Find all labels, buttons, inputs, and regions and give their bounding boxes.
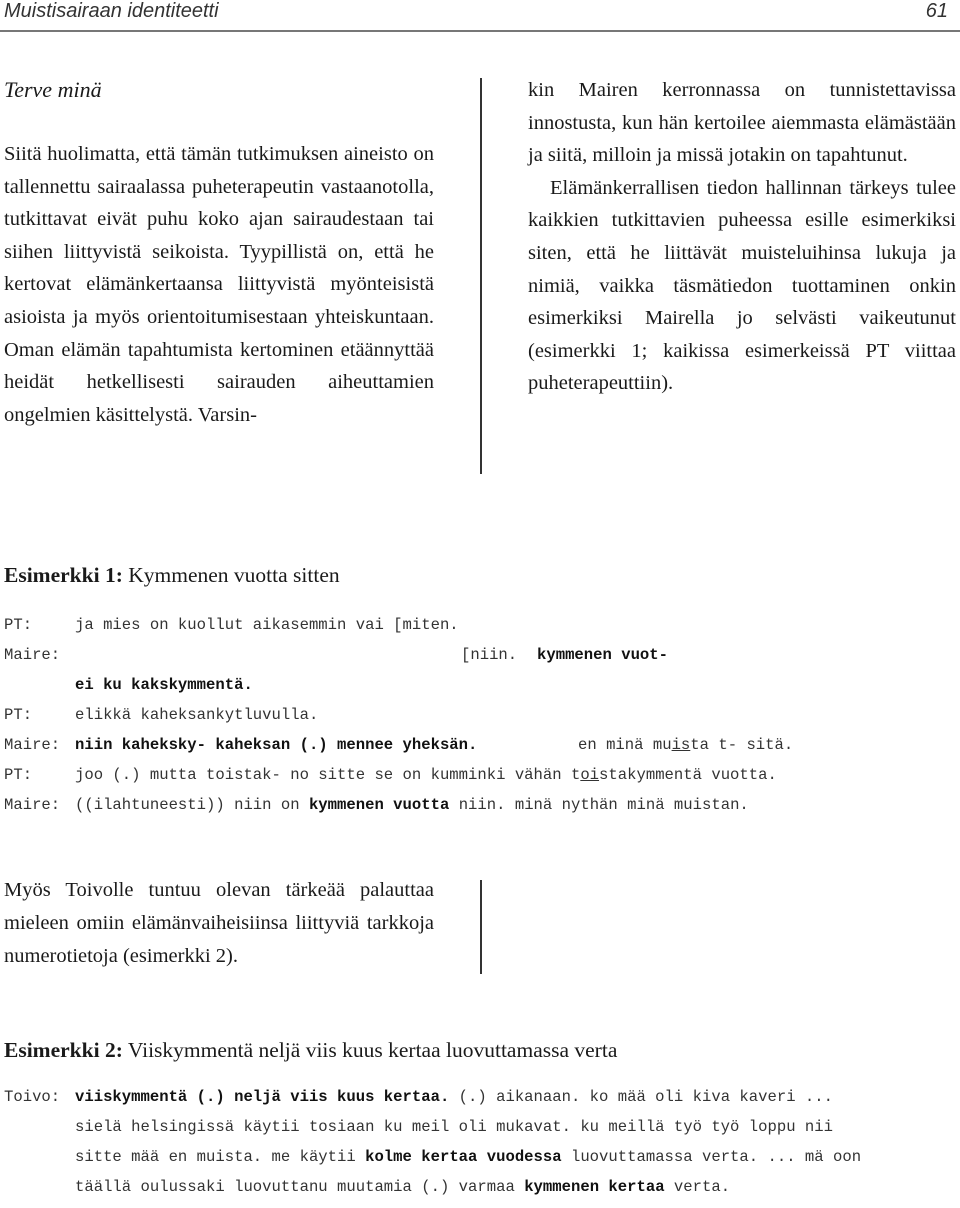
utterance-part: ta t- sitä. xyxy=(690,736,794,754)
utterance-part: ((ilahtuneesti)) niin on xyxy=(75,796,300,814)
utterance-part: joo (.) mutta toistak- no sitte se on kumminki vähän t xyxy=(75,766,581,784)
transcript-line xyxy=(4,1148,956,1178)
quote-divider xyxy=(480,880,482,974)
speaker-label: PT: xyxy=(4,766,33,784)
utterance-part: verta. xyxy=(673,1178,731,1196)
example-2-title: Viiskymmentä neljä viis kuus kertaa luovuttamassa verta xyxy=(127,1038,618,1062)
speaker-label: Maire: xyxy=(4,736,61,754)
transcript-line xyxy=(4,616,956,646)
example-2-transcript xyxy=(4,1088,956,1208)
transcript-line xyxy=(4,1178,956,1208)
example-2-heading xyxy=(4,1038,617,1063)
utterance: [niin. xyxy=(461,646,518,664)
speaker-label: PT: xyxy=(4,706,33,724)
quote-block xyxy=(4,874,434,973)
example-1-transcript xyxy=(4,616,956,826)
speaker-label: PT: xyxy=(4,616,33,634)
utterance-part: stakymmentä vuotta. xyxy=(599,766,777,784)
utterance-part: (.) aikanaan. ko mää oli kiva kaveri ... xyxy=(458,1088,833,1106)
speaker-label: Maire: xyxy=(4,796,61,814)
utterance-part: luovuttamassa verta. ... mä oon xyxy=(570,1148,862,1166)
left-paragraph: Siitä huolimatta, että tämän tutkimuksen aineisto on tallennettu sairaalassa puheterapeutin vastaanotolla, tutkittavat eivät puhu koko ajan sairaudestaan tai siihen liittyvistä seikoista. Tyypillistä on, että he kertovat elämänkertaansa liittyvistä myönteisistä asioista ja myös orientoitumisestaan yhteiskuntaan. Oman elämän tapahtumista kertominen etäännyttää heidät hetkellisesti sairauden aiheuttamien ongelmien käsittelystä. Varsin- xyxy=(4,143,434,426)
transcript-line xyxy=(4,736,956,766)
transcript-line xyxy=(4,1088,956,1118)
transcript-line xyxy=(4,646,956,676)
example-2-label: Esimerkki 2: xyxy=(4,1038,123,1062)
utterance-underlined: is xyxy=(671,736,691,754)
transcript-line xyxy=(4,1118,956,1148)
transcript-line xyxy=(4,676,956,706)
right-column xyxy=(528,74,956,400)
speaker-label: Toivo: xyxy=(4,1088,61,1106)
right-paragraph-1: kin Mairen kerronnassa on tunnistettavissa innostusta, kun hän kertoilee aiemmasta elämästään ja siitä, milloin ja missä jotakin on tapahtunut. xyxy=(528,79,956,167)
utterance xyxy=(75,1148,861,1166)
column-divider xyxy=(480,78,482,474)
utterance xyxy=(75,796,749,814)
utterance-emphasis: kymmenen vuotta xyxy=(308,796,450,814)
utterance-underlined: oi xyxy=(580,766,600,784)
utterance-part: täällä oulussaki luovuttanu muutamia (.) varmaa xyxy=(75,1178,515,1196)
example-1-title: Kymmenen vuotta sitten xyxy=(128,563,340,587)
utterance-emphasis: niin kaheksky- kaheksan (.) mennee yheksän. xyxy=(75,736,478,754)
utterance-part: en minä mu xyxy=(578,736,672,754)
utterance-emphasis: ei ku kakskymmentä. xyxy=(75,676,253,694)
utterance: ja mies on kuollut aikasemmin vai [miten. xyxy=(75,616,459,634)
running-head xyxy=(0,0,960,26)
header-rule xyxy=(0,30,960,32)
utterance-emphasis: kymmenen vuot- xyxy=(537,646,669,664)
utterance xyxy=(578,736,793,754)
utterance-part: sitte mää en muista. me käytii xyxy=(75,1148,356,1166)
section-title: Terve minä xyxy=(4,77,102,102)
utterance-part: niin. minä nythän minä muistan. xyxy=(458,796,749,814)
utterance-emphasis: viiskymmentä (.) neljä viis kuus kertaa. xyxy=(75,1088,450,1106)
utterance: elikkä kaheksankytluvulla. xyxy=(75,706,319,724)
utterance xyxy=(75,1178,730,1196)
quote-text: Myös Toivolle tuntuu olevan tärkeää palauttaa mieleen omiin elämänvaiheisiinsa liittyviä tarkkoja numerotietoja (esimerkki 2). xyxy=(4,879,434,967)
transcript-line xyxy=(4,706,956,736)
page-number: 61 xyxy=(925,0,948,22)
transcript-line xyxy=(4,796,956,826)
right-paragraph-2: Elämänkerrallisen tiedon hallinnan tärkeys tulee kaikkien tutkittavien puheessa esille esimerkiksi siten, että he liittävät muisteluihinsa lukuja ja nimiä, vaikka täsmätiedon tuottaminen onkin esimerkiksi Mairella jo selvästi vaikeutunut (esimerkki 1; kaikissa esimerkeissä PT viittaa puheterapeuttiin). xyxy=(528,176,956,395)
speaker-label: Maire: xyxy=(4,646,61,664)
left-column xyxy=(4,74,434,431)
transcript-line xyxy=(4,766,956,796)
utterance xyxy=(75,1088,833,1106)
utterance-emphasis: kymmenen kertaa xyxy=(524,1178,665,1196)
utterance xyxy=(75,766,777,784)
utterance: sielä helsingissä käytii tosiaan ku meil oli mukavat. ku meillä työ työ loppu nii xyxy=(75,1118,833,1136)
example-1-heading xyxy=(4,563,340,588)
running-title: Muistisairaan identiteetti xyxy=(4,0,219,22)
example-1-label: Esimerkki 1: xyxy=(4,563,123,587)
utterance-emphasis: kolme kertaa vuodessa xyxy=(365,1148,562,1166)
